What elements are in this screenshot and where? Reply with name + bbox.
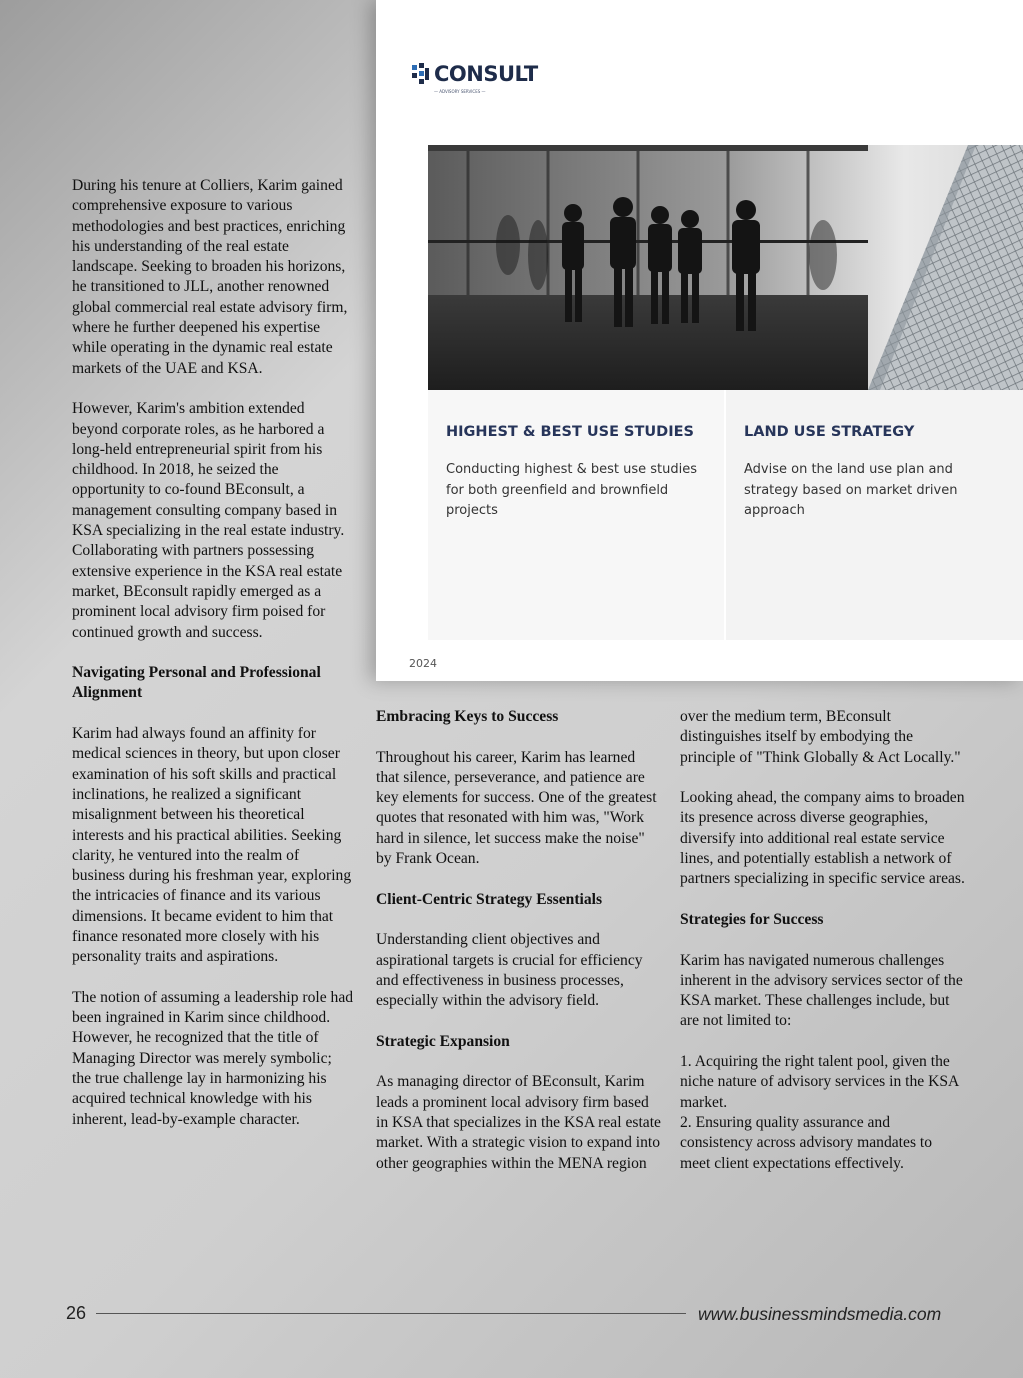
paragraph: Looking ahead, the company aims to broaden its presence across diverse geographies, diversify into additional real estate service lines, and potentially establish a network of partners specializing in specific service areas. (680, 789, 965, 888)
page-number: 26 (66, 1303, 87, 1323)
slide-year: 2024 (409, 657, 437, 670)
service-card-highest-best-use (428, 390, 724, 640)
section-heading: Navigating Personal and Professional Alignment (72, 664, 321, 702)
paragraph: Karim had always found an affinity for medical sciences in theory, but upon closer examination of his soft skills and practical inclinations, he realized a significant misalignment between his theoretical interests and his practical abilities. Seeking clarity, he ventured into the realm of business during his freshman year, exploring the intricacies of finance and its various dimensions. It became evident to him that finance resonated more closely with his personality traits and aspirations. (72, 725, 352, 966)
section-heading: Strategies for Success (680, 910, 824, 928)
card-title: HIGHEST & BEST USE STUDIES (446, 424, 694, 440)
beconsult-logo (412, 60, 538, 94)
section-heading: Embracing Keys to Success (376, 708, 559, 725)
paragraph: During his tenure at Colliers, Karim gained comprehensive exposure to various methodologies and best practices, enriching his understanding of the real estate landscape. Seeking to broaden his horizons, he transitioned to JLL, another renowned global commercial real estate advisory firm, where he further deepened his expertise while operating in the dynamic real estate markets of the UAE and KSA. (72, 177, 348, 377)
paragraph: Karim has navigated numerous challenges inherent in the advisory services sector of the KSA market. These challenges include, but are not limited to: (680, 951, 963, 1030)
paragraph: Understanding client objectives and aspirational targets is crucial for efficiency and effectiveness in business processes, especially within the advisory field. (376, 931, 643, 1010)
paragraph: over the medium term, BEconsult distinguishes itself by embodying the principle of "Think Globally & Act Locally." (680, 708, 961, 766)
footer-divider (96, 1313, 686, 1314)
section-heading: Strategic Expansion (376, 1032, 510, 1050)
logo-wordmark: CONSULT (434, 62, 538, 86)
list-item: 1. Acquiring the right talent pool, given the niche nature of advisory services in the KSA market. (680, 1053, 959, 1111)
business-people-photo (428, 145, 1023, 390)
paragraph: As managing director of BEconsult, Karim leads a prominent local advisory firm based in KSA that specializes in the KSA real estate market. With a strategic vision to expand into other geographies within the MENA region (376, 1073, 661, 1172)
logo-tagline: — ADVISORY SERVICES — (434, 89, 486, 94)
card-description: Advise on the land use plan and strategy based on market driven approach (744, 462, 958, 518)
article-column-2 (376, 707, 662, 1194)
service-card-land-use-strategy (726, 390, 1023, 640)
list-item: 2. Ensuring quality assurance and consistency across advisory mandates to meet client expectations effectively. (680, 1113, 933, 1172)
paragraph: However, Karim's ambition extended beyond corporate roles, as he harbored a long-held entrepreneurial spirit from his childhood. In 2018, he seized the opportunity to co-found BEconsult, a management consulting company based in KSA specializing in the real estate industry. Collaborating with partners possessing extensive experience in the KSA real estate market, BEconsult rapidly emerged as a prominent local advisory firm poised for continued growth and success. (72, 400, 345, 641)
paragraph: Throughout his career, Karim has learned that silence, perseverance, and patience are key elements for success. One of the greatest quotes that resonated with him was, "Work hard in silence, let success make the noise" by Frank Ocean. (376, 748, 657, 868)
paragraph: The notion of assuming a leadership role had been ingrained in Karim since childhood. However, he recognized that the title of Managing Director was merely symbolic; the true challenge lay in harmonizing his acquired technical knowledge with his inherent, lead-by-example character. (72, 988, 354, 1128)
article-column-1 (72, 176, 354, 1150)
card-title: LAND USE STRATEGY (744, 424, 915, 440)
article-column-3 (680, 707, 965, 1174)
card-description: Conducting highest & best use studies for both greenfield and brownfield projects (446, 462, 697, 518)
footer-website-link[interactable]: www.businessmindsmedia.com (698, 1304, 942, 1324)
logo-mark-icon (412, 60, 430, 88)
section-heading: Client-Centric Strategy Essentials (376, 890, 603, 908)
beconsult-slide-image (376, 0, 1023, 681)
